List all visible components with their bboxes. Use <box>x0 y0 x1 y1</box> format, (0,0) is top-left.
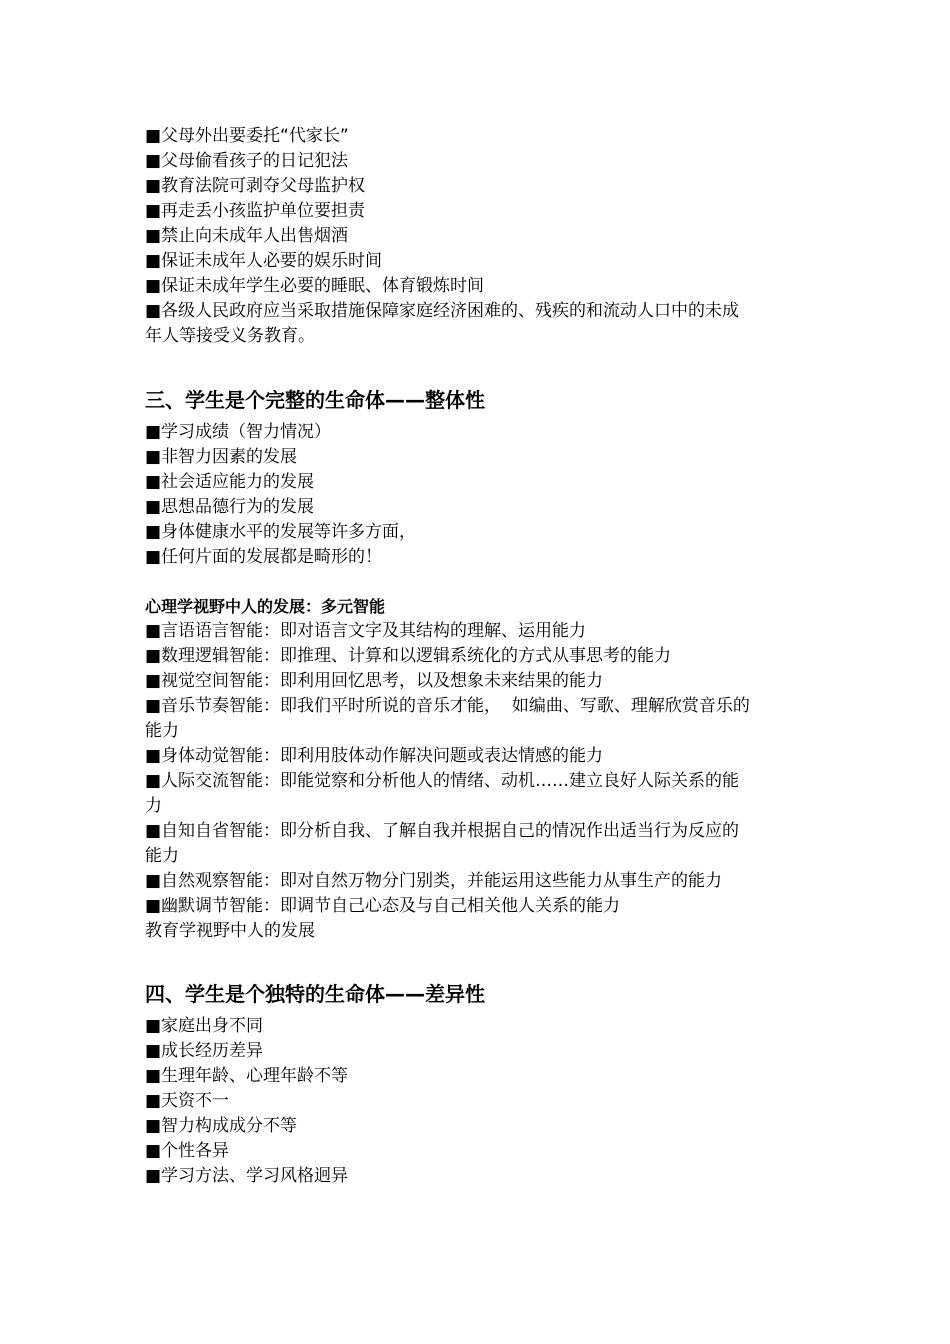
list-item: ■任何片面的发展都是畸形的！ <box>145 547 383 567</box>
list-item: 能力 <box>145 721 179 741</box>
list-item: ■智力构成成分不等 <box>145 1116 298 1136</box>
list-item: ■成长经历差异 <box>145 1041 264 1061</box>
uniqueness-list <box>145 1014 815 1189</box>
list-item: ■学习方法、学习风格迥异 <box>145 1166 349 1186</box>
list-item: ■保证未成年学生必要的睡眠、体育锻炼时间 <box>145 276 485 296</box>
list-item: ■自然观察智能：即对自然万物分门别类，并能运用这些能力从事生产的能力 <box>145 871 723 891</box>
list-item: ■生理年龄、心理年龄不等 <box>145 1066 349 1086</box>
list-item: ■思想品德行为的发展 <box>145 497 315 517</box>
law-provisions-list <box>145 124 815 349</box>
multiple-intelligences-subheading: 心理学视野中人的发展：多元智能 <box>145 597 386 616</box>
list-item: ■身体健康水平的发展等许多方面， <box>145 522 417 542</box>
list-item: ■音乐节奏智能：即我们平时所说的音乐才能， 如编曲、写歌、理解欣赏音乐的 <box>145 696 750 716</box>
list-item: ■各级人民政府应当采取措施保障家庭经济困难的、残疾的和流动人口中的未成 <box>145 301 740 321</box>
list-item: ■家庭出身不同 <box>145 1016 264 1036</box>
list-item: ■学习成绩（智力情况） <box>145 422 332 442</box>
integrity-list <box>145 420 815 570</box>
list-item: ■人际交流智能：即能觉察和分析他人的情绪、动机……建立良好人际关系的能 <box>145 771 740 791</box>
list-item: 能力 <box>145 846 179 866</box>
section-heading-uniqueness: 四、学生是个独特的生命体——差异性 <box>145 982 485 1006</box>
multiple-intelligences-list <box>145 619 815 944</box>
list-item: 教育学视野中人的发展 <box>145 921 315 941</box>
list-item: ■教育法院可剥夺父母监护权 <box>145 176 366 196</box>
list-item: ■社会适应能力的发展 <box>145 472 315 492</box>
list-item: ■父母外出要委托“代家长” <box>145 126 349 146</box>
section-heading-integrity: 三、学生是个完整的生命体——整体性 <box>145 388 485 412</box>
list-item: ■身体动觉智能：即利用肢体动作解决问题或表达情感的能力 <box>145 746 604 766</box>
list-item: 力 <box>145 796 162 816</box>
list-item: ■自知自省智能：即分析自我、了解自我并根据自己的情况作出适当行为反应的 <box>145 821 740 841</box>
list-item: ■再走丢小孩监护单位要担责 <box>145 201 366 221</box>
list-item: ■父母偷看孩子的日记犯法 <box>145 151 349 171</box>
list-item: ■幽默调节智能：即调节自己心态及与自己相关他人关系的能力 <box>145 896 621 916</box>
list-item: ■天资不一 <box>145 1091 230 1111</box>
list-item: ■个性各异 <box>145 1141 230 1161</box>
list-item: ■言语语言智能：即对语言文字及其结构的理解、运用能力 <box>145 621 587 641</box>
document-page <box>145 124 815 1189</box>
list-item: ■数理逻辑智能：即推理、计算和以逻辑系统化的方式从事思考的能力 <box>145 646 672 666</box>
list-item: ■视觉空间智能：即利用回忆思考，以及想象未来结果的能力 <box>145 671 604 691</box>
list-item: ■非智力因素的发展 <box>145 447 298 467</box>
list-item: ■保证未成年人必要的娱乐时间 <box>145 251 383 271</box>
list-item: 年人等接受义务教育。 <box>145 326 315 346</box>
list-item: ■禁止向未成年人出售烟酒 <box>145 226 349 246</box>
